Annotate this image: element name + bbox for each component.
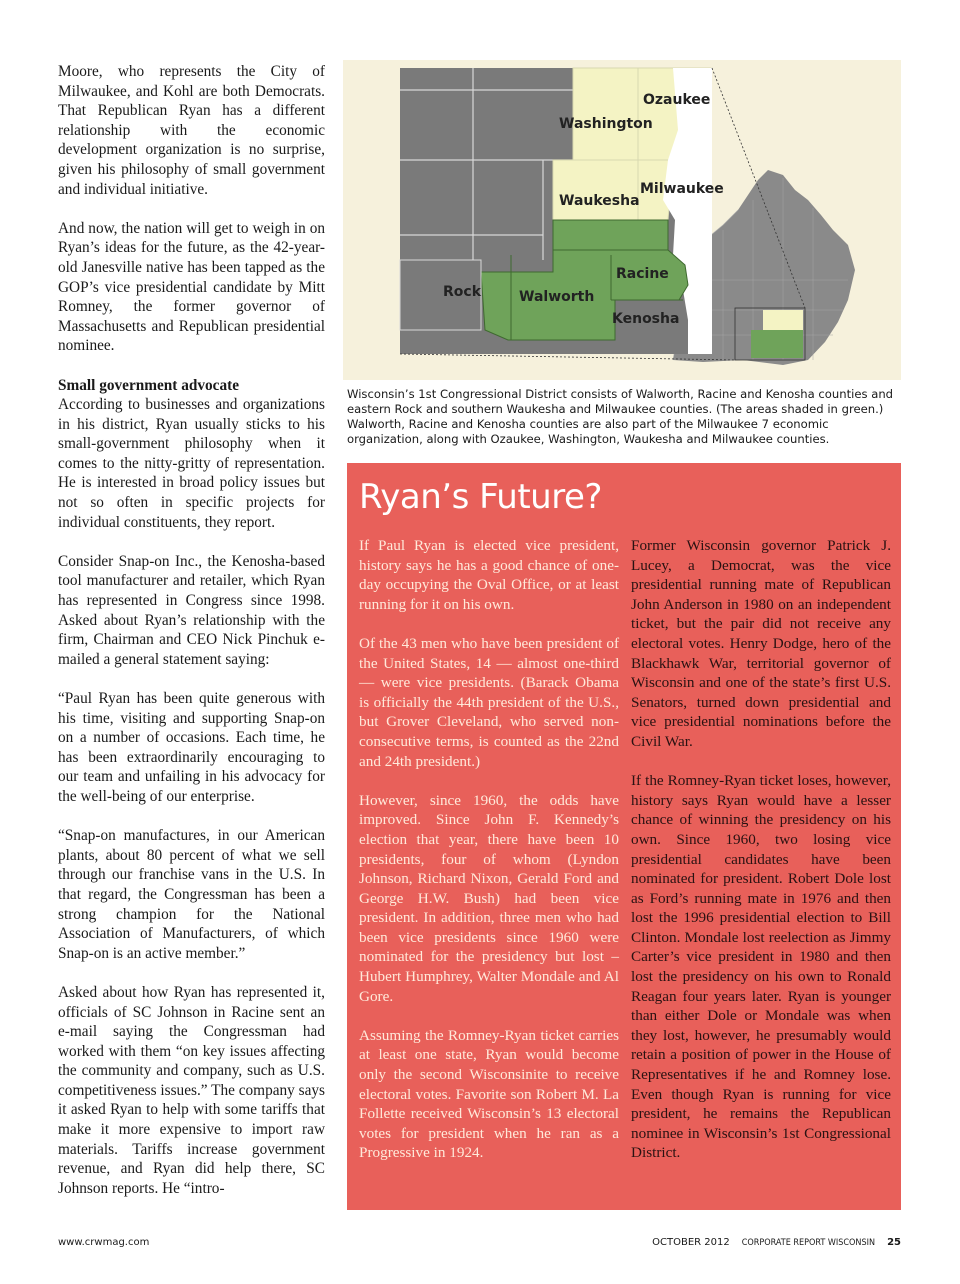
article-paragraph: And now, the nation will get to weigh in on Ryan’s ideas for the future, as the 42-year-old Janesville native has been tapped as the GOP’s vice presidential candidate by Mitt Romney, the former governor of Massachusetts and Republican presidential nominee. [58,219,325,355]
section-heading: Small government advocate [58,376,239,394]
sidebar-column-1 [359,536,619,1183]
article-paragraph: “Paul Ryan has been quite generous with his time, visiting and supporting Snap-on on a number of occasions. Each time, he has been extraordinarily encouraging to our team and unfailing in his advocacy for the well-being of our enterprise. [58,690,325,805]
footer-date: OCTOBER 2012 [652,1237,730,1248]
zoomed-map [400,68,724,354]
sidebar-paragraph: Of the 43 men who have been president of the United States, 14 — almost one-third — were vice presidents. (Barack Obama is officially the 44th president of the U.S., but Grover Cleveland, who served non-consecutive terms, is counted as the 22nd and 24th president.) [359,634,619,770]
label-kenosha: Kenosha [612,311,680,327]
label-walworth: Walworth [519,289,595,305]
footer-url[interactable]: www.crwmag.com [58,1237,150,1248]
label-ozaukee: Ozaukee [643,92,711,108]
map-graphic [343,60,901,380]
article-column [58,62,325,1218]
article-paragraph: Asked about how Ryan has represented it, officials of SC Johnson in Racine sent an e-mail saying the Congressman had worked with them “on key issues affecting the community and company, such as U.S. competitiveness issues.” The company says it asked Ryan to help with some tariffs that make it more expensive to import raw materials. Tariffs increase government revenue, and Ryan did help there, SC Johnson reports. He “intro- [58,983,325,1197]
page-number: 25 [887,1237,901,1248]
district-map [343,60,901,380]
label-racine: Racine [616,266,669,282]
label-waukesha: Waukesha [559,193,640,209]
footer-info [652,1237,901,1248]
sidebar-paragraph: Former Wisconsin governor Patrick J. Lucey, a Democrat, was the vice presidential running mate of Republican John Anderson in 1980 on an independent ticket, but the pair did not receive any electoral votes. Henry Dodge, hero of the Blackhawk War, territorial governor of Wisconsin and one of the state’s first U.S. Senators, turned down presidential and vice presidential nominations before the Civil War. [631,537,891,750]
sidebar-title: Ryan’s Future? [359,477,602,517]
sidebar-paragraph: If the Romney-Ryan ticket loses, however, history says Ryan would have a lesser chance of winning the presidency on his own. Since 1960, two losing vice presidential candidates have been nominated for president. Robert Dole lost as Ford’s running mate in 1976 and then lost the 1996 presidential election to Bill Clinton. Mondale lost reelection as Jimmy Carter’s vice president in 1980 and then lost the presidency on his own to Ronald Reagan four years later. Ryan is younger than either Dole or Mondale was when they lost, however, he presumably would retain a position of power in the House of Representatives if he and Romney lose. Even though Ryan is running for vice president, he remains the Republican nominee in Wisconsin’s 1st Congressional District. [631,772,891,1162]
map-caption: Wisconsin’s 1st Congressional District consists of Walworth, Racine and Kenosha counties and eastern Rock and southern Waukesha and Milwaukee counties. (The areas shaded in green.) Walworth, Racine and Kenosha counties are also part of the Milwaukee 7 economic organization, along with Ozaukee, Washington, Waukesha and Milwaukee counties. [347,387,894,446]
sidebar-column-2 [631,536,891,1183]
sidebar-paragraph: Assuming the Romney-Ryan ticket carries at least one state, Ryan would become only the second Wisconsinite to receive electoral votes. Favorite son Robert M. La Follette received Wisconsin’s 13 electoral votes for president when he ran as a Progressive in 1924. [359,1026,619,1162]
sidebar-paragraph: However, since 1960, the odds have improved. Since John F. Kennedy’s election that year, there have been 10 presidents, four of whom (Lyndon Johnson, Richard Nixon, Gerald Ford and George H.W. Bush) had been vice president. In addition, three men who had been vice presidents since 1960 were nominated for the presidency but lost – Hubert Humphrey, Walter Mondale and Al Gore. [359,791,619,1005]
sidebar-paragraph: If Paul Ryan is elected vice president, history says he has a good chance of one-day occupying the Oval Office, or at least running for it on his own. [359,537,619,613]
article-paragraph: According to businesses and organizations in his district, Ryan usually sticks to his small-government philosophy when it comes to the nitty-gritty of representation. He is interested in broad policy issues but not so often in specific projects for individual constituents, they report. [58,396,325,531]
sidebar-box [347,463,901,1210]
article-paragraph: “Snap-on manufactures, in our American plants, about 80 percent of what we sell through our franchise vans in the U.S. In that regard, the Congressman has been a strong champion for the National Association of Manufacturers, of which Snap-on is an active member.” [58,827,325,962]
article-paragraph: Consider Snap-on Inc., the Kenosha-based tool manufacturer and retailer, which Ryan has represented in Congress since 1998. Asked about Ryan’s relationship with the firm, Chairman and CEO Nick Pinchuk e-mailed a general statement saying: [58,552,325,668]
label-milwaukee: Milwaukee [640,181,724,197]
footer-magazine: CORPORATE REPORT WISCONSIN [741,1238,876,1248]
label-washington: Washington [559,116,653,132]
label-rock: Rock [443,284,482,300]
article-paragraph: Moore, who represents the City of Milwaukee, and Kohl are both Democrats. That Republican Ryan has a different relationship with the economic development organization is no surprise, given his philosophy of small government and individual initiative. [58,63,325,198]
